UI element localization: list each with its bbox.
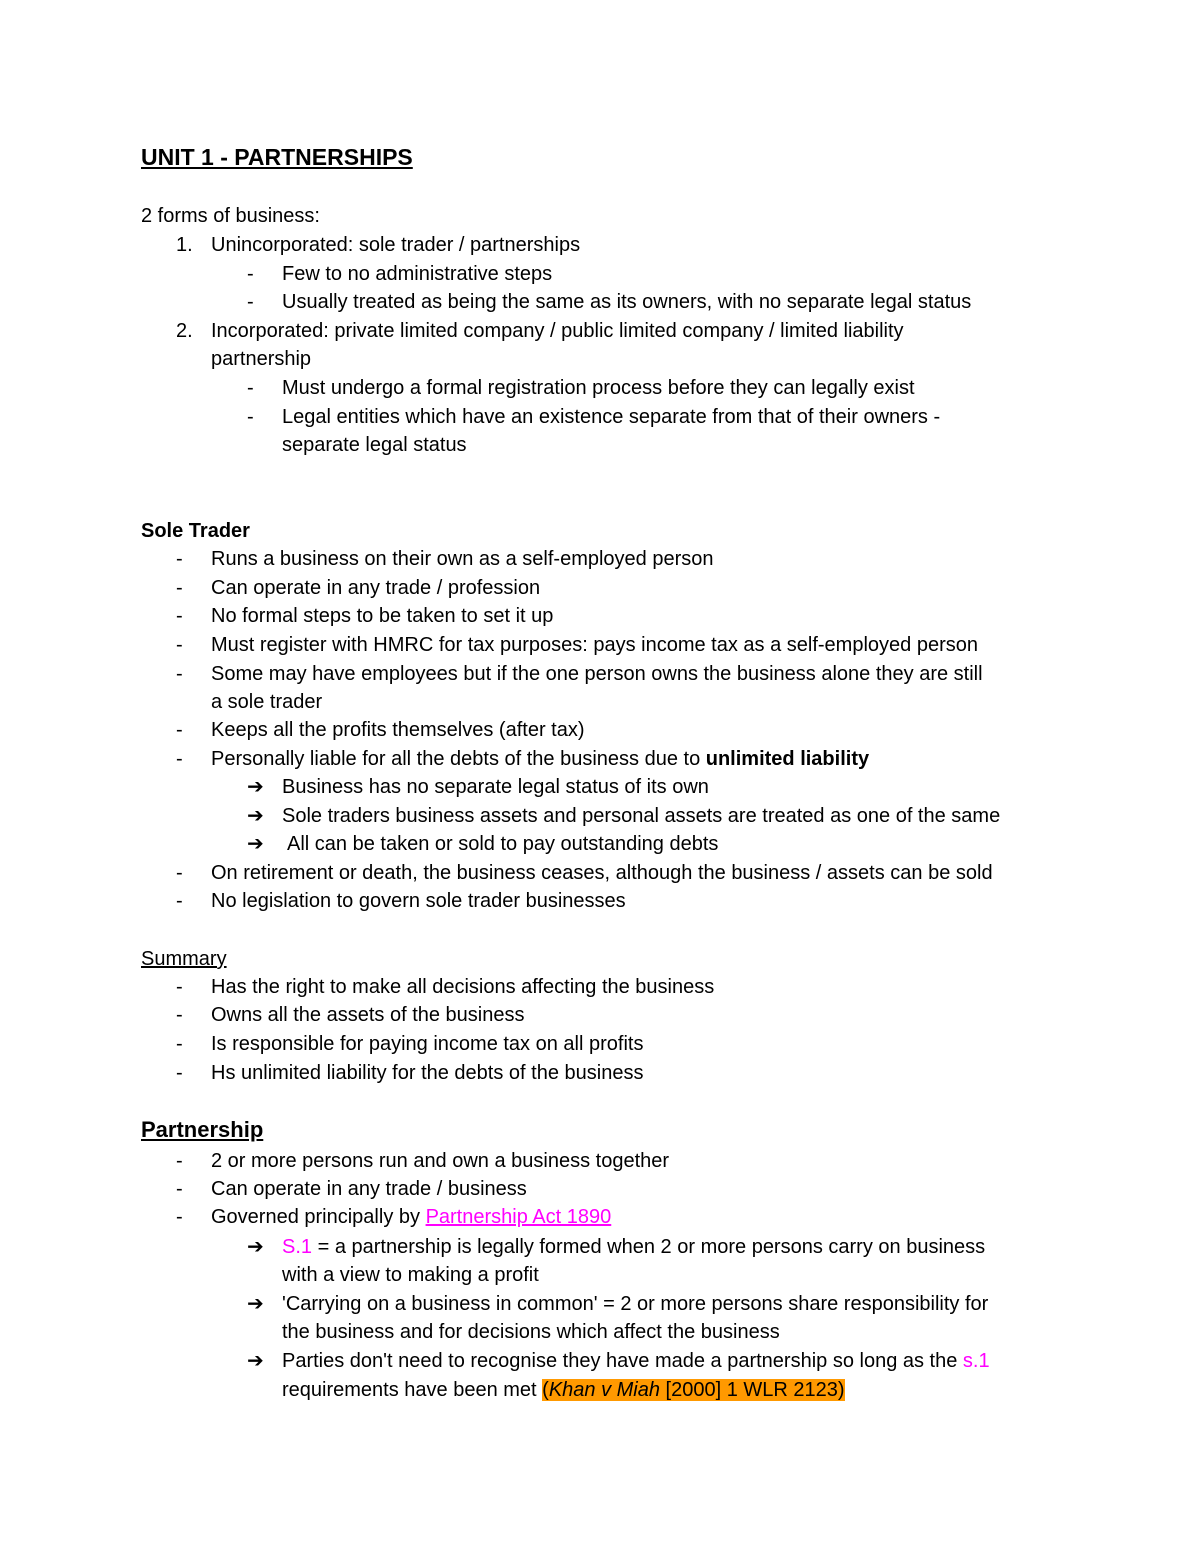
page-title: UNIT 1 - PARTNERSHIPS [141,144,413,170]
list-item: Must register with HMRC for tax purposes: pays income tax as a self-employed person [211,634,978,656]
section-reference: S.1 [282,1236,313,1258]
list-item: Can operate in any trade / business [211,1178,527,1200]
list-item: Unincorporated: sole trader / partnerships [211,234,581,256]
list-item [211,1203,611,1231]
list-item-continuation: a sole trader [211,691,323,713]
dash-bullet: - [247,406,254,428]
list-item: Legal entities which have an existence separate from that of their owners - [282,406,941,428]
list-number: 1. [176,234,193,256]
list-item-continuation [282,1376,845,1404]
list-item: Sole traders business assets and personal assets are treated as one of the same [282,805,1001,827]
arrow-bullet-icon: ➔ [247,1236,264,1258]
list-item: Few to no administrative steps [282,263,553,285]
list-item: Incorporated: private limited company / public limited company / limited liability [211,320,904,342]
list-item: No legislation to govern sole trader businesses [211,890,626,912]
list-item: All can be taken or sold to pay outstanding debts [287,833,719,855]
dash-bullet: - [247,377,254,399]
intro-lead: 2 forms of business: [141,205,320,227]
list-item-text: Personally liable for all the debts of the business due to [211,748,706,770]
emphasis-unlimited-liability: unlimited liability [705,748,870,770]
list-item-text: = a partnership is legally formed when 2 or more persons carry on business [312,1236,986,1258]
list-item: Can operate in any trade / profession [211,577,541,599]
dash-bullet: - [176,1150,183,1172]
dash-bullet: - [176,1178,183,1200]
list-item: No formal steps to be taken to set it up [211,605,554,627]
list-item [282,1347,990,1375]
dash-bullet: - [247,291,254,313]
case-citation-highlight [542,1379,844,1401]
list-item: 2 or more persons run and own a business together [211,1150,670,1172]
section-heading-partnership: Partnership [141,1117,264,1142]
list-item: Usually treated as being the same as its owners, with no separate legal status [282,291,972,313]
dash-bullet: - [176,605,183,627]
list-number: 2. [176,320,193,342]
list-item-continuation: separate legal status [282,434,467,456]
dash-bullet: - [176,719,183,741]
list-item: 'Carrying on a business in common' = 2 or more persons share responsibility for [282,1293,989,1315]
list-item-continuation: the business and for decisions which affect the business [282,1321,780,1343]
list-item-text: requirements have been met [282,1379,543,1401]
list-item-continuation: partnership [211,348,312,370]
list-item: On retirement or death, the business ceases, although the business / assets can be sold [211,862,993,884]
dash-bullet: - [176,663,183,685]
dash-bullet: - [176,1033,183,1055]
arrow-bullet-icon: ➔ [247,1350,264,1372]
partnership-act-link[interactable]: Partnership Act 1890 [425,1206,612,1228]
arrow-bullet-icon: ➔ [247,1293,264,1315]
list-item-continuation: with a view to making a profit [282,1264,539,1286]
list-item-text: Parties don't need to recognise they have made a partnership so long as the [282,1350,963,1372]
list-item: Runs a business on their own as a self-employed person [211,548,714,570]
dash-bullet: - [176,890,183,912]
section-reference: s.1 [962,1350,990,1372]
dash-bullet: - [176,634,183,656]
list-item [282,1233,985,1261]
dash-bullet: - [176,577,183,599]
arrow-bullet-icon: ➔ [247,833,264,855]
list-item: Some may have employees but if the one person owns the business alone they are still [211,663,983,685]
dash-bullet: - [176,748,183,770]
list-item: Business has no separate legal status of its own [282,776,709,798]
dash-bullet: - [176,1062,183,1084]
list-item-text: Governed principally by [211,1206,426,1228]
dash-bullet: - [176,976,183,998]
dash-bullet: - [176,548,183,570]
list-item: Hs unlimited liability for the debts of the business [211,1062,644,1084]
dash-bullet: - [176,1206,183,1228]
case-name: Khan v Miah [548,1379,660,1401]
dash-bullet: - [247,263,254,285]
dash-bullet: - [176,1004,183,1026]
list-item: Has the right to make all decisions affecting the business [211,976,715,998]
arrow-bullet-icon: ➔ [247,805,264,827]
section-heading-summary: Summary [141,948,227,970]
list-item [211,745,869,773]
case-reference: [2000] 1 WLR 2123) [660,1379,845,1401]
list-item: Owns all the assets of the business [211,1004,525,1026]
arrow-bullet-icon: ➔ [247,776,264,798]
case-open-paren: ( [542,1379,549,1401]
list-item: Keeps all the profits themselves (after tax) [211,719,585,741]
dash-bullet: - [176,862,183,884]
list-item: Must undergo a formal registration process before they can legally exist [282,377,915,399]
section-heading-sole-trader: Sole Trader [141,520,250,542]
list-item: Is responsible for paying income tax on all profits [211,1033,644,1055]
